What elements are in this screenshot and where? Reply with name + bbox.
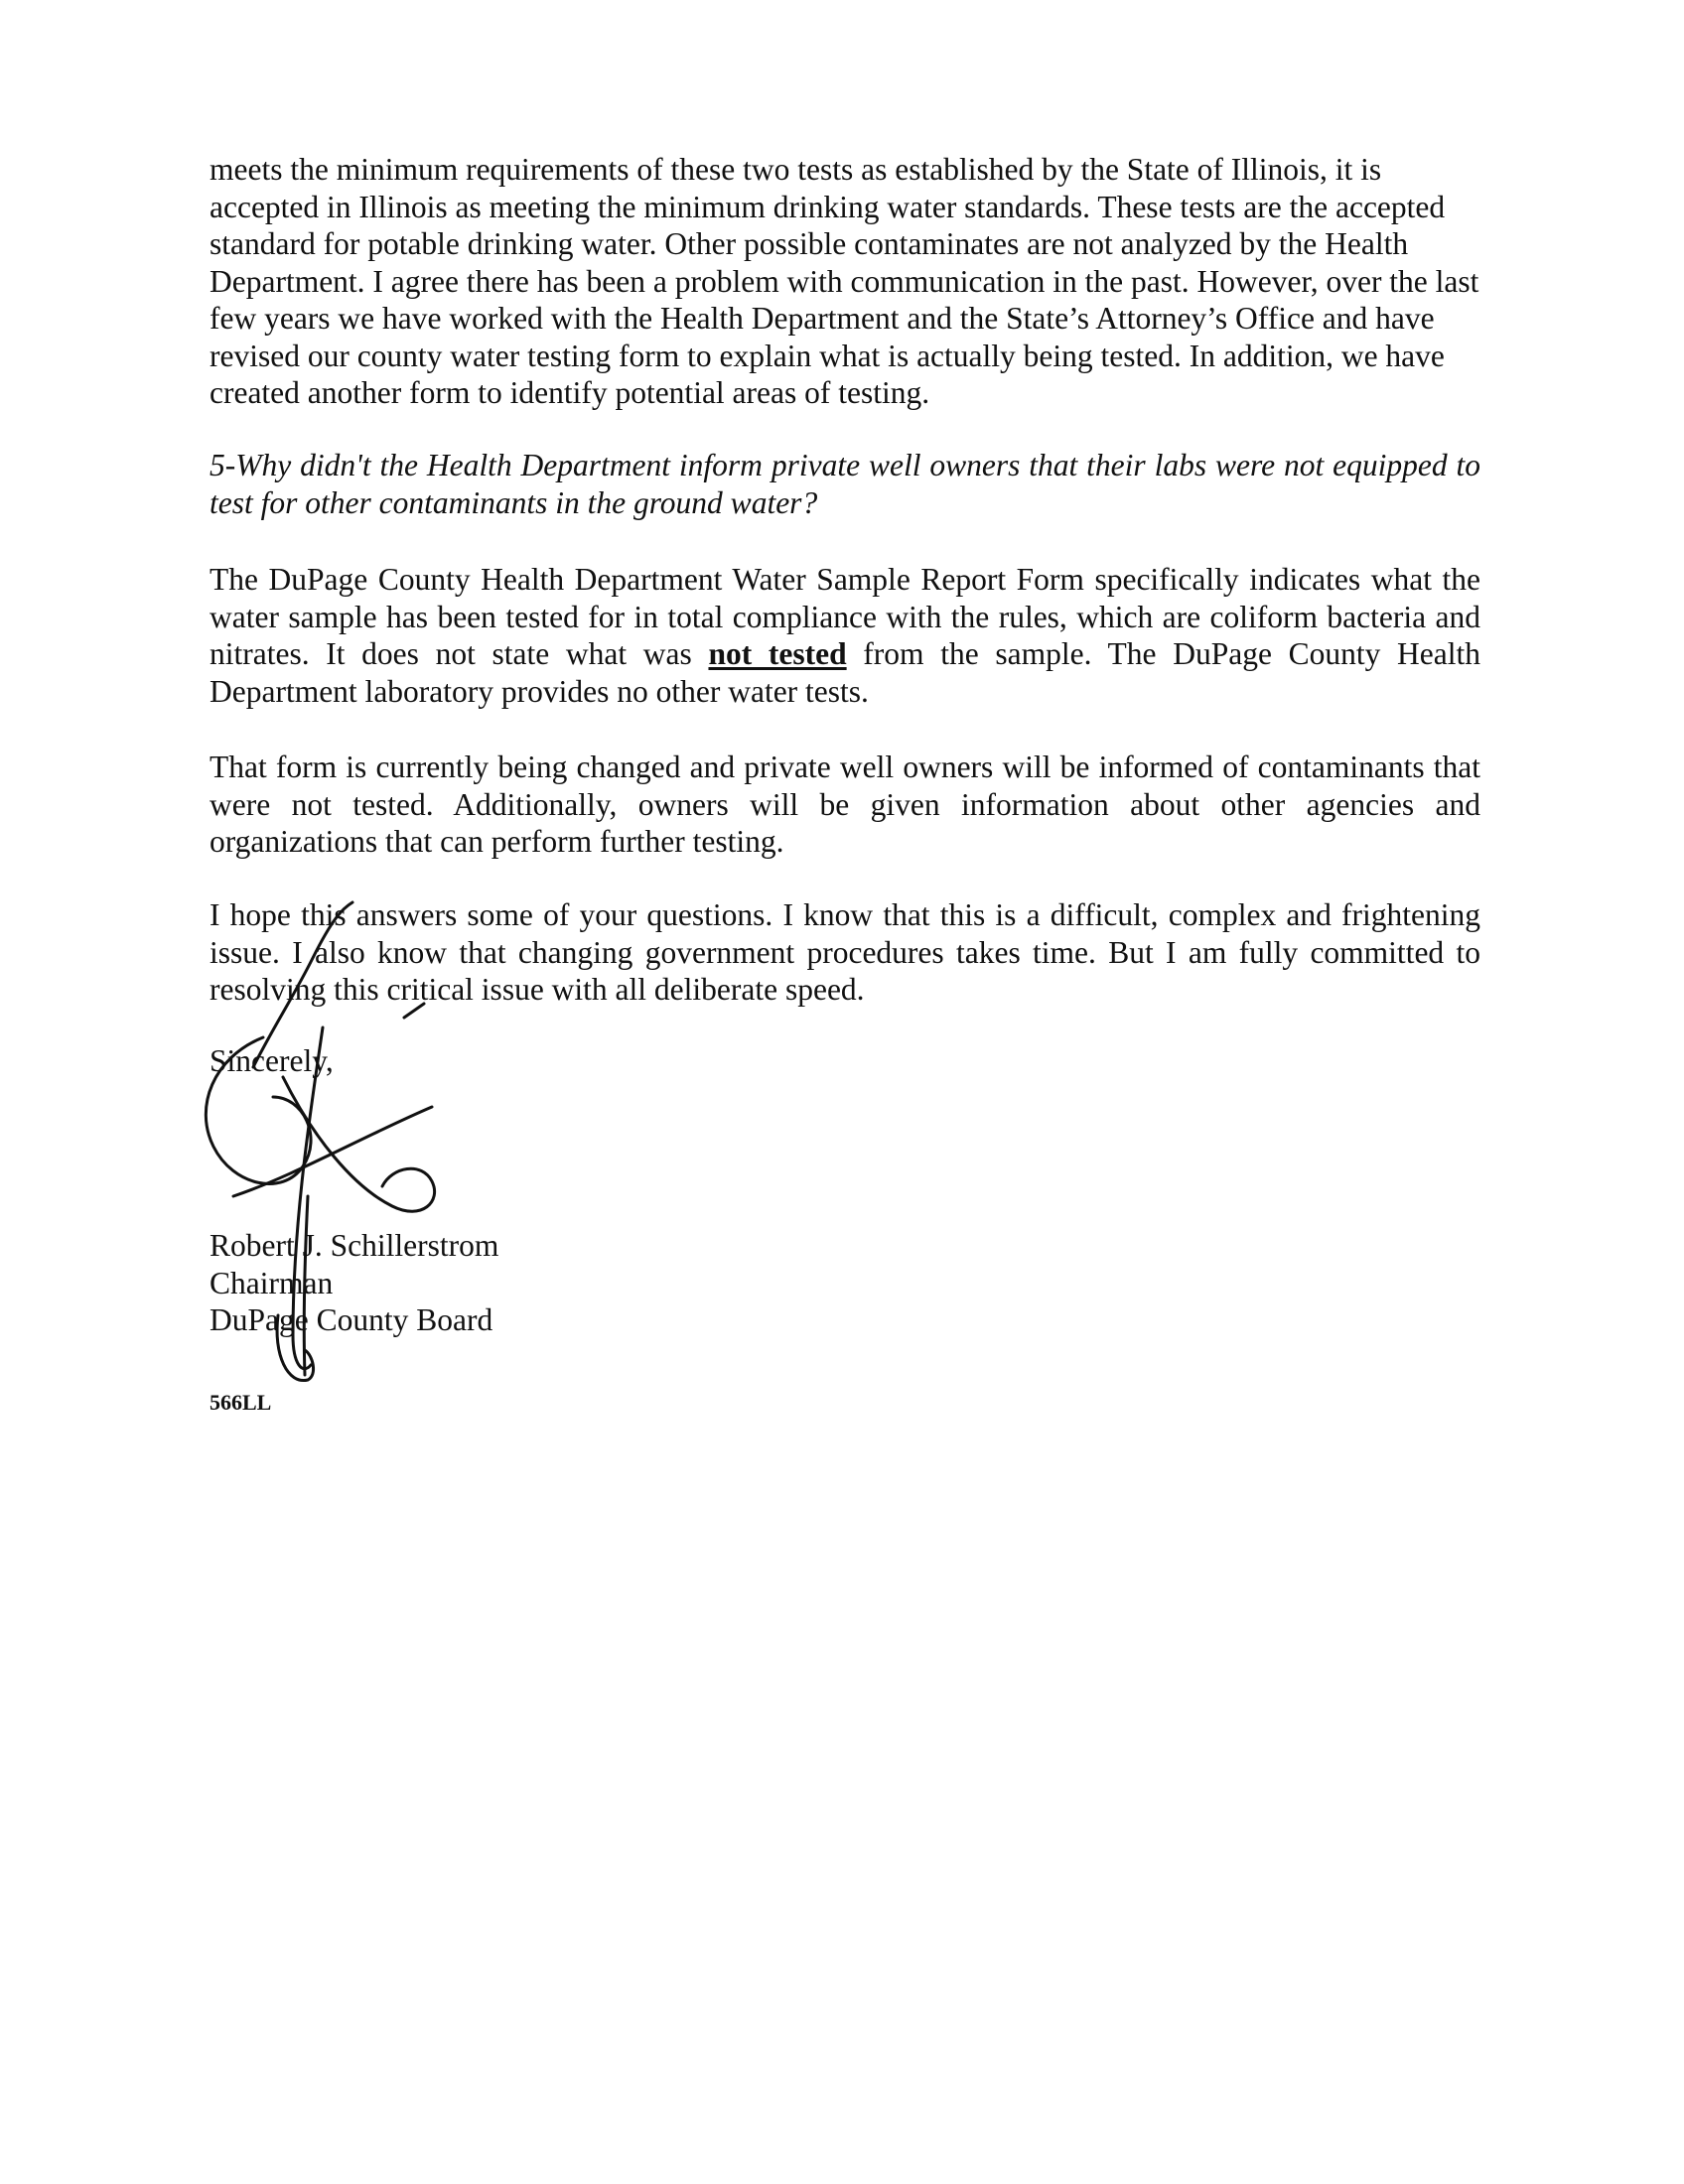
answer-paragraph-2: That form is currently being changed and private well owners will be informed of contaminants that were not tested. Additionally, owners will be given information about other agencies and organizations that can perform further testing.	[210, 750, 1480, 859]
answer-1-text-after: from the sample. The DuPage County Health Department laboratory provides no other water tests.	[210, 636, 1480, 709]
reference-code: 566LL	[210, 1390, 272, 1415]
answer-paragraph-1	[210, 561, 1480, 710]
signoff: Sincerely,	[210, 1043, 334, 1078]
signature-block	[210, 1227, 498, 1339]
not-tested-emphasis: not tested	[708, 636, 847, 671]
signer-title: Chairman	[210, 1265, 334, 1300]
intro-paragraph: meets the minimum requirements of these two tests as established by the State of Illinois, it is accepted in Illinois as meeting the minimum drinking water standards. These tests are the accepted standard for potable drinking water. Other possible contaminates are not analyzed by the Health Department. I agree there has been a problem with communication in the past. However, over the last few years we have worked with the Health Department and the State’s Attorney’s Office and have revised our county water testing form to explain what is actually being tested. In addition, we have created another form to identify potential areas of testing.	[210, 152, 1479, 410]
question-5: 5-Why didn't the Health Department inform private well owners that their labs were not equipped to test for other contaminants in the ground water?	[210, 448, 1480, 520]
answer-1-text-before: The DuPage County Health Department Water Sample Report Form specifically indicates what the water sample has been tested for in total compliance with the rules, which are coliform bacteria and nitrates. It does not state what was	[210, 562, 1480, 671]
signer-organization: DuPage County Board	[210, 1302, 493, 1337]
closing-paragraph: I hope this answers some of your questions. I know that this is a difficult, complex and frightening issue. I also know that changing government procedures takes time. But I am fully committed to resolving this critical issue with all deliberate speed.	[210, 897, 1480, 1007]
signer-name: Robert J. Schillerstrom	[210, 1228, 499, 1263]
